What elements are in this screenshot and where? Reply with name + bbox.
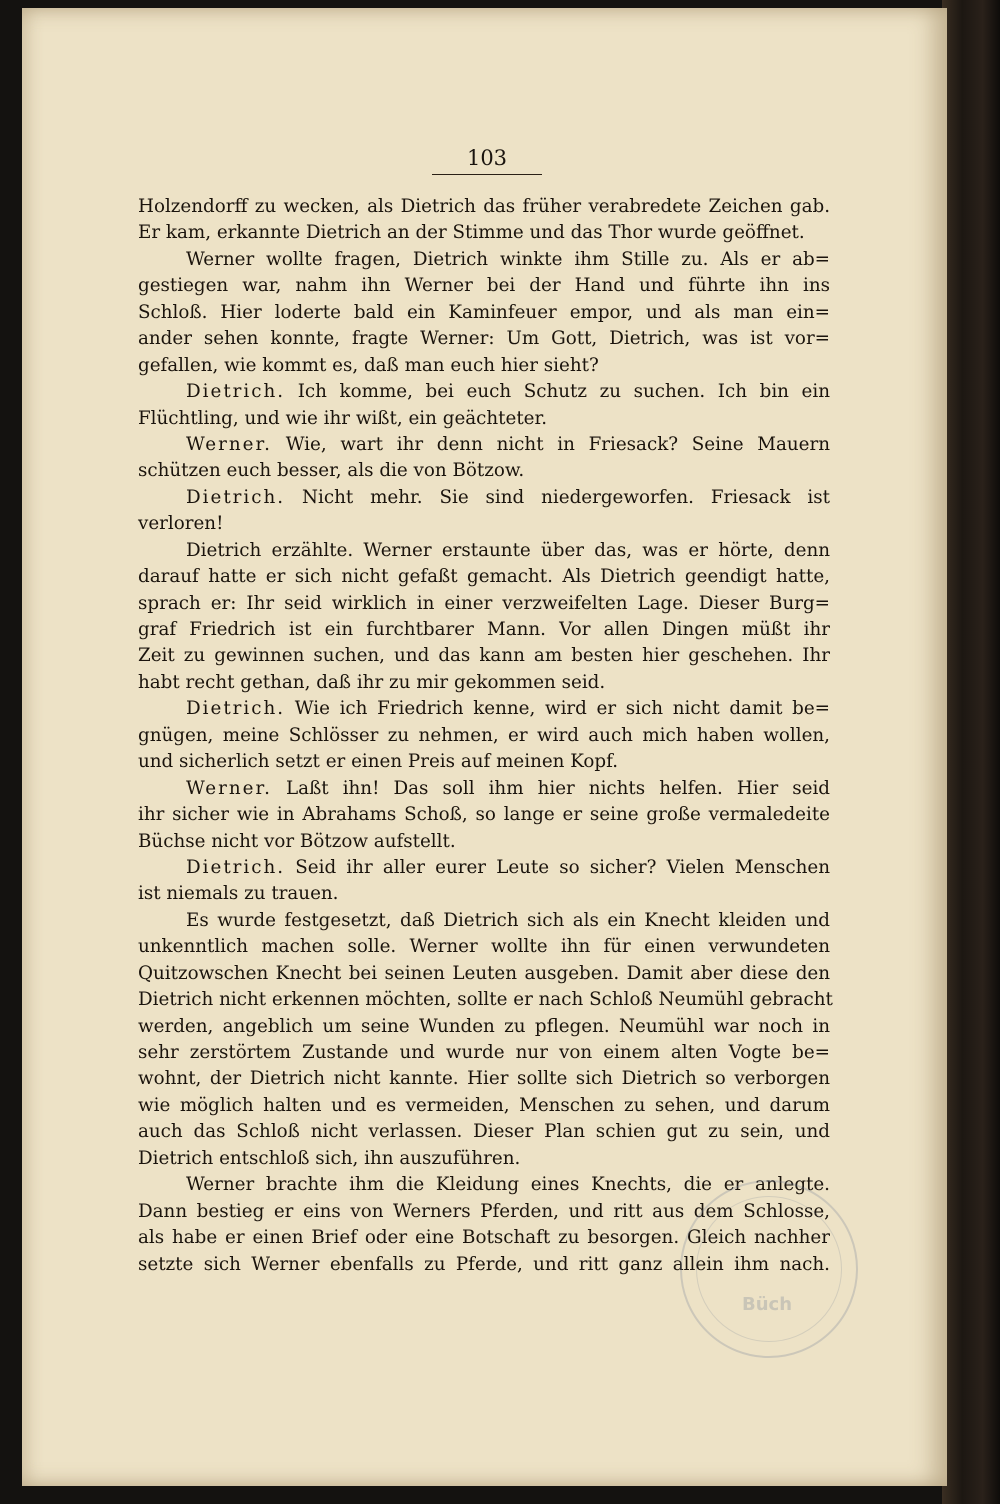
library-stamp-text: Büch <box>742 1294 793 1315</box>
library-stamp <box>680 1180 858 1358</box>
text-line <box>138 987 833 1013</box>
text-line <box>138 432 830 458</box>
line-text: Ich komme, bei euch Schutz zu suchen. Ich bin ein <box>297 381 830 403</box>
text-line <box>138 1066 830 1092</box>
line-text: Dietrich entschloß sich, ihn auszuführen. <box>138 1147 521 1169</box>
text-line <box>138 881 830 907</box>
line-text: Dietrich erzählte. Werner erstaunte über das, was er hörte, denn <box>186 539 830 561</box>
text-line <box>138 908 830 934</box>
line-text: gestiegen war, nahm ihn Werner bei der Hand und führte ihn ins <box>138 275 830 297</box>
speaker-name: Werner. <box>186 777 272 799</box>
line-text: Werner brachte ihm die Kleidung eines Knechts, die er anlegte. <box>186 1174 830 1196</box>
speaker-name: Dietrich. <box>186 856 286 878</box>
text-line <box>138 406 830 432</box>
line-text: Wie, wart ihr denn nicht in Friesack? Seine Mauern <box>285 433 831 455</box>
speaker-name: Dietrich. <box>186 486 286 508</box>
text-line <box>138 353 830 379</box>
text-line <box>138 855 830 881</box>
text-line <box>138 1146 830 1172</box>
line-text: Schloß. Hier loderte bald ein Kaminfeuer empor, und als man ein= <box>138 301 830 323</box>
text-line <box>138 538 830 564</box>
line-text: Nicht mehr. Sie sind niedergeworfen. Friesack ist <box>302 486 830 508</box>
text-line <box>138 696 830 722</box>
line-text: Zeit zu gewinnen suchen, und das kann am besten hier geschehen. Ihr <box>138 645 830 667</box>
text-line <box>138 1093 830 1119</box>
speaker-name: Dietrich. <box>186 381 286 403</box>
text-line <box>138 220 830 246</box>
line-text: sehr zerstörtem Zustande und wurde nur von einem alten Vogte be= <box>138 1042 830 1063</box>
text-line <box>138 776 830 802</box>
text-line <box>138 934 830 960</box>
line-text: ist niemals zu trauen. <box>138 883 339 905</box>
book-spine-edge <box>942 0 1000 1504</box>
line-text: Büchse nicht vor Bötzow aufstellt. <box>138 830 456 852</box>
line-text: Flüchtling, und wie ihr wißt, ein geächteter. <box>138 407 548 429</box>
line-text: als habe er einen Brief oder eine Botschaft zu besorgen. Gleich nachher <box>138 1227 830 1249</box>
line-text: graf Friedrich ist ein furchtbarer Mann. Vor allen Dingen müßt ihr <box>138 619 830 640</box>
text-line <box>138 591 830 617</box>
line-text: gefallen, wie kommt es, daß man euch hier sieht? <box>138 354 599 376</box>
book-page <box>22 8 947 1486</box>
speaker-name: Werner. <box>186 433 272 455</box>
text-line <box>138 670 830 696</box>
line-text: verloren! <box>138 513 224 535</box>
body-text <box>138 194 833 1278</box>
line-text: schützen euch besser, als die von Bötzow. <box>138 460 525 482</box>
text-line <box>138 643 830 669</box>
text-line <box>138 300 830 326</box>
line-text: Holzendorff zu wecken, als Dietrich das früher verabredete Zeichen gab. <box>138 196 830 217</box>
text-line <box>138 1040 830 1066</box>
line-text: Er kam, erkannte Dietrich an der Stimme und das Thor wurde geöffnet. <box>138 222 805 244</box>
line-text: auch das Schloß nicht verlassen. Dieser Plan schien gut zu sein, und <box>138 1121 830 1143</box>
text-line <box>138 511 830 537</box>
line-text: wohnt, der Dietrich nicht kannte. Hier sollte sich Dietrich so verborgen <box>138 1068 830 1090</box>
line-text: Dietrich nicht erkennen möchten, sollte er nach Schloß Neumühl gebracht <box>138 989 833 1011</box>
text-line <box>138 564 830 590</box>
line-text: Werner wollte fragen, Dietrich winkte ihm Stille zu. Als er ab= <box>186 248 830 270</box>
text-line <box>138 458 830 484</box>
line-text: setzte sich Werner ebenfalls zu Pferde, und ritt ganz allein ihm nach. <box>138 1253 830 1275</box>
line-text: ander sehen konnte, fragte Werner: Um Gott, Dietrich, was ist vor= <box>138 328 830 350</box>
line-text: gnügen, meine Schlösser zu nehmen, er wird auch mich haben wollen, <box>138 724 830 746</box>
line-text: Wie ich Friedrich kenne, wird er sich nicht damit be= <box>294 698 830 720</box>
text-line <box>138 379 830 405</box>
text-line <box>138 1014 830 1040</box>
text-line <box>138 194 830 220</box>
text-line <box>138 617 830 643</box>
line-text: Seid ihr aller eurer Leute so sicher? Vielen Menschen <box>295 856 831 878</box>
line-text: Quitzowschen Knecht bei seinen Leuten ausgeben. Damit aber diese den <box>138 962 830 984</box>
text-line <box>138 961 830 987</box>
text-line <box>138 273 830 299</box>
line-text: und sicherlich setzt er einen Preis auf meinen Kopf. <box>138 751 619 773</box>
page-number: 103 <box>466 146 508 170</box>
text-line <box>138 723 830 749</box>
line-text: ihr sicher wie in Abrahams Schoß, so lange er seine große vermaledeite <box>138 804 830 826</box>
text-line <box>138 326 830 352</box>
line-text: habt recht gethan, daß ihr zu mir gekommen seid. <box>138 671 606 693</box>
text-line <box>138 247 830 273</box>
line-text: wie möglich halten und es vermeiden, Menschen zu sehen, und darum <box>138 1094 830 1116</box>
line-text: Laßt ihn! Das soll ihm hier nichts helfen. Hier seid <box>286 777 831 799</box>
text-line <box>138 802 830 828</box>
line-text: Dann bestieg er eins von Werners Pferden, und ritt aus dem Schlosse, <box>138 1200 830 1222</box>
line-text: sprach er: Ihr seid wirklich in einer verzweifelten Lage. Dieser Burg= <box>138 592 830 614</box>
line-text: unkenntlich machen solle. Werner wollte ihn für einen verwundeten <box>138 936 830 958</box>
line-text: werden, angeblich um seine Wunden zu pflegen. Neumühl war noch in <box>138 1015 830 1037</box>
line-text: darauf hatte er sich nicht gefaßt gemacht. Als Dietrich geendigt hatte, <box>138 566 830 588</box>
text-line <box>138 749 830 775</box>
text-line <box>138 1119 830 1145</box>
text-line <box>138 829 830 855</box>
line-text: Es wurde festgesetzt, daß Dietrich sich als ein Knecht kleiden und <box>186 909 830 931</box>
text-line <box>138 485 830 511</box>
speaker-name: Dietrich. <box>186 698 286 720</box>
page-number-rule <box>432 174 542 175</box>
library-stamp-inner-ring <box>696 1196 842 1342</box>
